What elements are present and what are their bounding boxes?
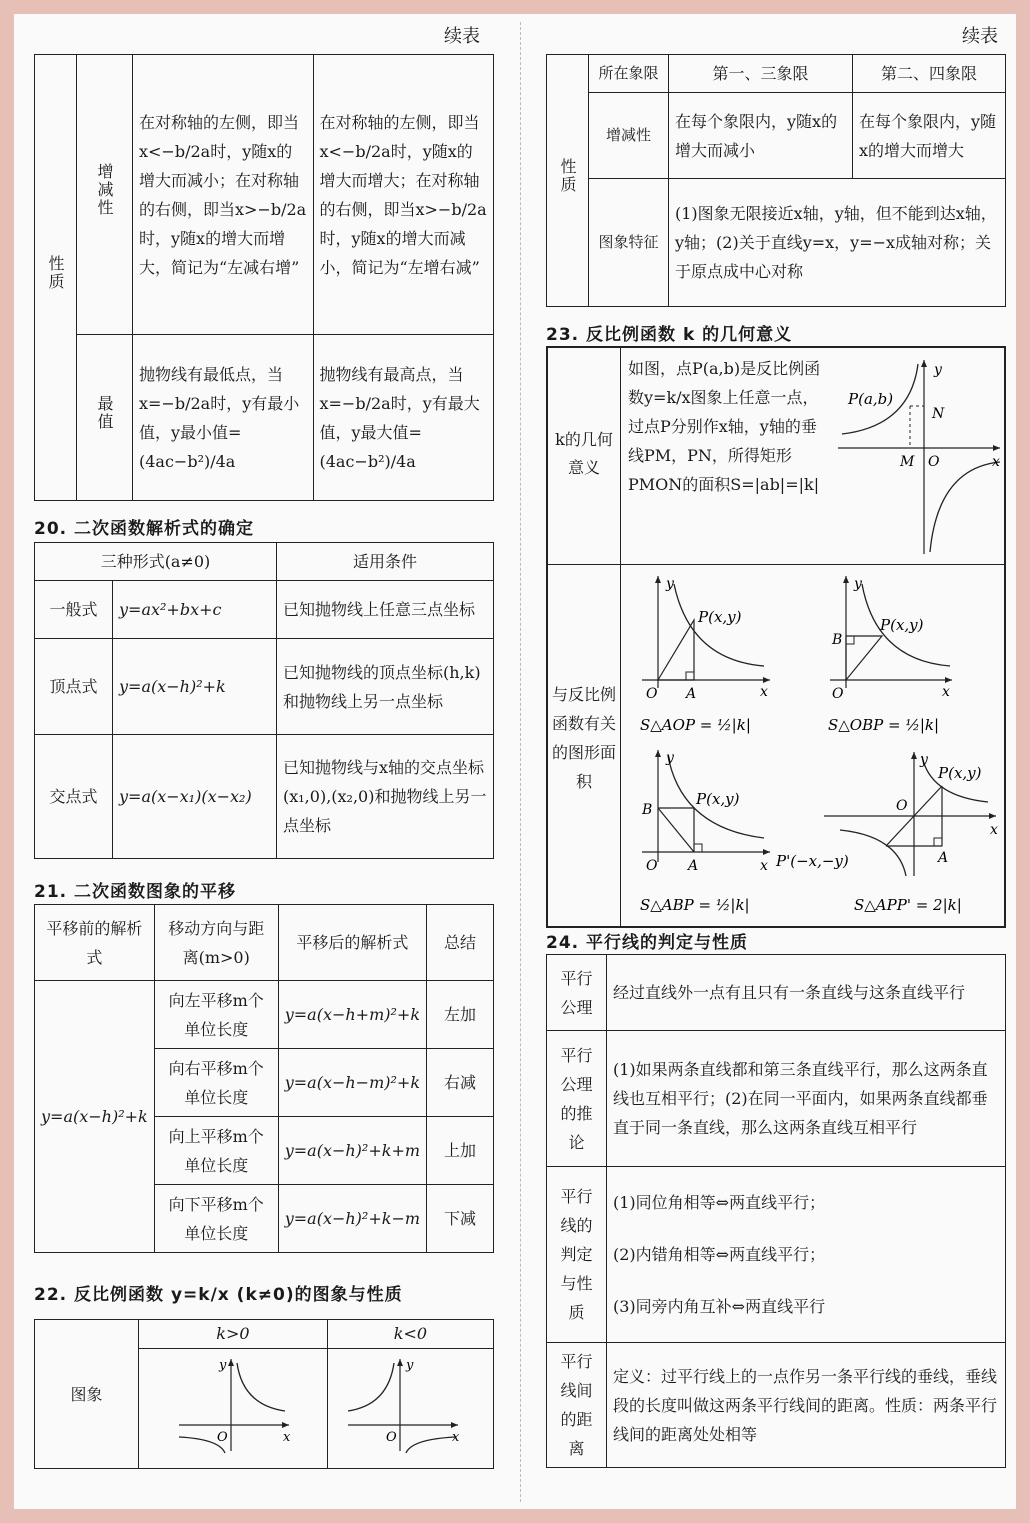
svg-text:A: A: [688, 858, 699, 874]
s22-graph-kpos: [139, 1349, 328, 1469]
s22-row-label: 图象: [35, 1320, 139, 1469]
formula-aop: S△AOP = ½|k|: [640, 716, 751, 734]
svg-text:O: O: [385, 1430, 397, 1445]
svg-text:O: O: [217, 1430, 228, 1445]
svg-text:x: x: [451, 1430, 460, 1445]
mono-label: 增减性: [77, 55, 133, 335]
s23-area-label: 与反比例函数有关的图形面积: [552, 685, 617, 791]
s21-header: 总结: [427, 905, 494, 981]
s21-sum: 左加: [427, 981, 494, 1049]
s21-after: y=a(x−h−m)²+k: [278, 1049, 426, 1117]
s22b-q24: 第二、四象限: [853, 55, 1006, 93]
s21-sum: 上加: [427, 1117, 494, 1185]
svg-text:O: O: [832, 686, 844, 702]
continued-label-right: 续表: [962, 26, 998, 47]
s21-dir: 向上平移m个单位长度: [154, 1117, 278, 1185]
area-graph-obp: [818, 570, 1004, 740]
mono-a-pos: 在对称轴的左侧，即当x<−b/2a时，y随x的增大而减小；在对称轴的右侧，即当x>−b/2a时，y随x的增大而增大，简记为“左减右增”: [133, 55, 314, 335]
s22b-feat-label: 图象特征: [589, 179, 669, 307]
s21-after: y=a(x−h)²+k+m: [278, 1117, 426, 1185]
s21-after: y=a(x−h+m)²+k: [278, 981, 426, 1049]
s23-box: [546, 346, 1006, 928]
s22-table: [34, 1319, 494, 1469]
svg-text:y: y: [854, 576, 862, 592]
mono-a-neg: 在对称轴的左侧，即当x<−b/2a时，y随x的增大而增大；在对称轴的右侧，即当x>−b/2a时，y随x的增大而减小，简记为“左增右减”: [313, 55, 494, 335]
s24-table: [546, 954, 1006, 1468]
s24-label: 平行线间的距离: [547, 1343, 607, 1468]
svg-text:x: x: [283, 1430, 291, 1445]
s24-label: 平行公理的推论: [547, 1031, 607, 1167]
s20-table: [34, 542, 494, 859]
area-graph-app: [774, 746, 1004, 922]
s21-title: 21. 二次函数图象的平移: [34, 882, 237, 902]
s20-header-cond: 适用条件: [277, 543, 494, 581]
s21-sum: 右减: [427, 1049, 494, 1117]
svg-text:A: A: [938, 850, 949, 866]
s24-items: [607, 1167, 1006, 1343]
formula-app: S△APP' = 2|k|: [854, 896, 962, 914]
s24-text: (1)如果两条直线都和第三条直线平行，那么这两条直线也互相平行；(2)在同一平面内，如果两条直线都垂直于同一条直线，那么这两条直线互相平行: [607, 1031, 1006, 1167]
svg-text:O: O: [646, 858, 658, 874]
page: [14, 14, 1016, 1509]
s22b-mono-label: 增减性: [589, 93, 669, 179]
s22b-q13: 第一、三象限: [669, 55, 853, 93]
pt-label: P(x,y): [938, 764, 982, 782]
svg-text:y: y: [666, 750, 674, 766]
s22b-group: 性质: [547, 55, 589, 307]
s21-header: 平移前的解析式: [35, 905, 155, 981]
s20-title: 20. 二次函数解析式的确定: [34, 519, 255, 539]
s23-geo-text: 如图，点P(a,b)是反比例函数y=k/x图象上任意一点，过点P分别作x轴，y轴的垂线PM，PN，所得矩形PMON的面积S=|ab|=|k|: [628, 359, 821, 494]
s20-form: y=ax²+bx+c: [113, 581, 277, 639]
s24-text: 经过直线外一点有且只有一条直线与这条直线平行: [607, 955, 1006, 1031]
s21-dir: 向下平移m个单位长度: [154, 1185, 278, 1253]
s22-graph-kneg: [327, 1349, 493, 1469]
s20-form: y=a(x−x₁)(x−x₂): [113, 735, 277, 859]
hyperbola-kneg-graph: [328, 1349, 488, 1459]
svg-text:y: y: [405, 1358, 414, 1373]
formula-obp: S△OBP = ½|k|: [828, 716, 940, 734]
svg-text:O: O: [896, 798, 908, 814]
svg-text:y: y: [920, 752, 928, 768]
s24-item: (3)同旁内角互补⇔两直线平行: [613, 1296, 826, 1316]
s22-props-table: [546, 54, 1006, 307]
pt-label: P(x,y): [698, 608, 742, 626]
svg-text:O: O: [646, 686, 658, 702]
svg-text:B: B: [832, 632, 843, 648]
s20-name: 顶点式: [35, 639, 113, 735]
s20-name: 交点式: [35, 735, 113, 859]
s23-geo-label: k的几何意义: [555, 430, 613, 477]
s22b-feat: (1)图象无限接近x轴，y轴，但不能到达x轴，y轴；(2)关于直线y=x，y=−x成轴对称；关于原点成中心对称: [669, 179, 1006, 307]
svg-text:y: y: [666, 576, 674, 592]
svg-text:y: y: [934, 362, 942, 378]
extreme-a-pos: 抛物线有最低点，当x=−b/2a时，y有最小值，y最小值=(4ac−b²)/4a: [133, 335, 314, 501]
s21-orig: y=a(x−h)²+k: [35, 981, 155, 1253]
s24-label: 平行公理: [547, 955, 607, 1031]
pt-label: P(x,y): [696, 790, 740, 808]
pt-neg-label: P'(−x,−y): [776, 852, 849, 870]
s23-title: 23. 反比例函数 k 的几何意义: [546, 325, 793, 345]
s23-geo-graph: [828, 354, 1006, 560]
svg-text:A: A: [686, 686, 697, 702]
s21-dir: 向右平移m个单位长度: [154, 1049, 278, 1117]
extreme-label: 最值: [77, 335, 133, 501]
s20-cond: 已知抛物线的顶点坐标(h,k)和抛物线上另一点坐标: [277, 639, 494, 735]
column-divider: [520, 22, 521, 1502]
props-group-label: 性质: [35, 55, 77, 501]
s21-table: [34, 904, 494, 1253]
s20-cond: 已知抛物线与x轴的交点坐标(x₁,0),(x₂,0)和抛物线上另一点坐标: [277, 735, 494, 859]
svg-text:B: B: [642, 802, 653, 818]
svg-text:x: x: [942, 684, 950, 700]
s20-cond: 已知抛物线上任意三点坐标: [277, 581, 494, 639]
s24-item: (1)同位角相等⇔两直线平行；: [613, 1192, 826, 1212]
s20-form: y=a(x−h)²+k: [113, 639, 277, 735]
parabola-props-table: [34, 54, 494, 501]
pab-label: P(a,b): [848, 390, 894, 408]
svg-text:x: x: [760, 684, 768, 700]
svg-text:x: x: [992, 454, 1000, 470]
formula-abp: S△ABP = ½|k|: [640, 896, 750, 914]
area-graph-aop: [628, 570, 808, 740]
s24-text: 定义：过平行线上的一点作另一条平行线的垂线，垂线段的长度叫做这两条平行线间的距离。性质：两条平行线间的距离处处相等: [607, 1343, 1006, 1468]
s24-label: 平行线的判定与性质: [547, 1167, 607, 1343]
s20-name: 一般式: [35, 581, 113, 639]
s21-header: 平移后的解析式: [278, 905, 426, 981]
s21-after: y=a(x−h)²+k−m: [278, 1185, 426, 1253]
s21-sum: 下减: [427, 1185, 494, 1253]
svg-text:M: M: [900, 454, 915, 470]
s22b-quad-label: 所在象限: [589, 55, 669, 93]
extreme-a-neg: 抛物线有最高点，当x=−b/2a时，y有最大值，y最大值=(4ac−b²)/4a: [313, 335, 494, 501]
continued-label: 续表: [444, 26, 480, 47]
s24-item: (2)内错角相等⇔两直线平行；: [613, 1244, 826, 1264]
s22-kneg-header: k<0: [327, 1320, 493, 1349]
svg-text:x: x: [990, 822, 998, 838]
hyperbola-kpos-graph: [139, 1349, 321, 1459]
s24-title: 24. 平行线的判定与性质: [546, 933, 749, 953]
s22-kpos-header: k>0: [139, 1320, 328, 1349]
s22b-mono-neg: 在每个象限内，y随x的增大而增大: [853, 93, 1006, 179]
s22b-mono-pos: 在每个象限内，y随x的增大而减小: [669, 93, 853, 179]
svg-text:y: y: [219, 1358, 227, 1373]
svg-text:x: x: [760, 858, 768, 874]
s21-header: 移动方向与距离(m>0): [154, 905, 278, 981]
s22-title: 22. 反比例函数 y=k/x (k≠0)的图象与性质: [34, 1285, 403, 1305]
s21-dir: 向左平移m个单位长度: [154, 981, 278, 1049]
pt-label: P(x,y): [880, 616, 924, 634]
svg-text:O: O: [928, 454, 940, 470]
svg-text:N: N: [932, 406, 945, 422]
s20-header-forms: 三种形式(a≠0): [35, 543, 277, 581]
